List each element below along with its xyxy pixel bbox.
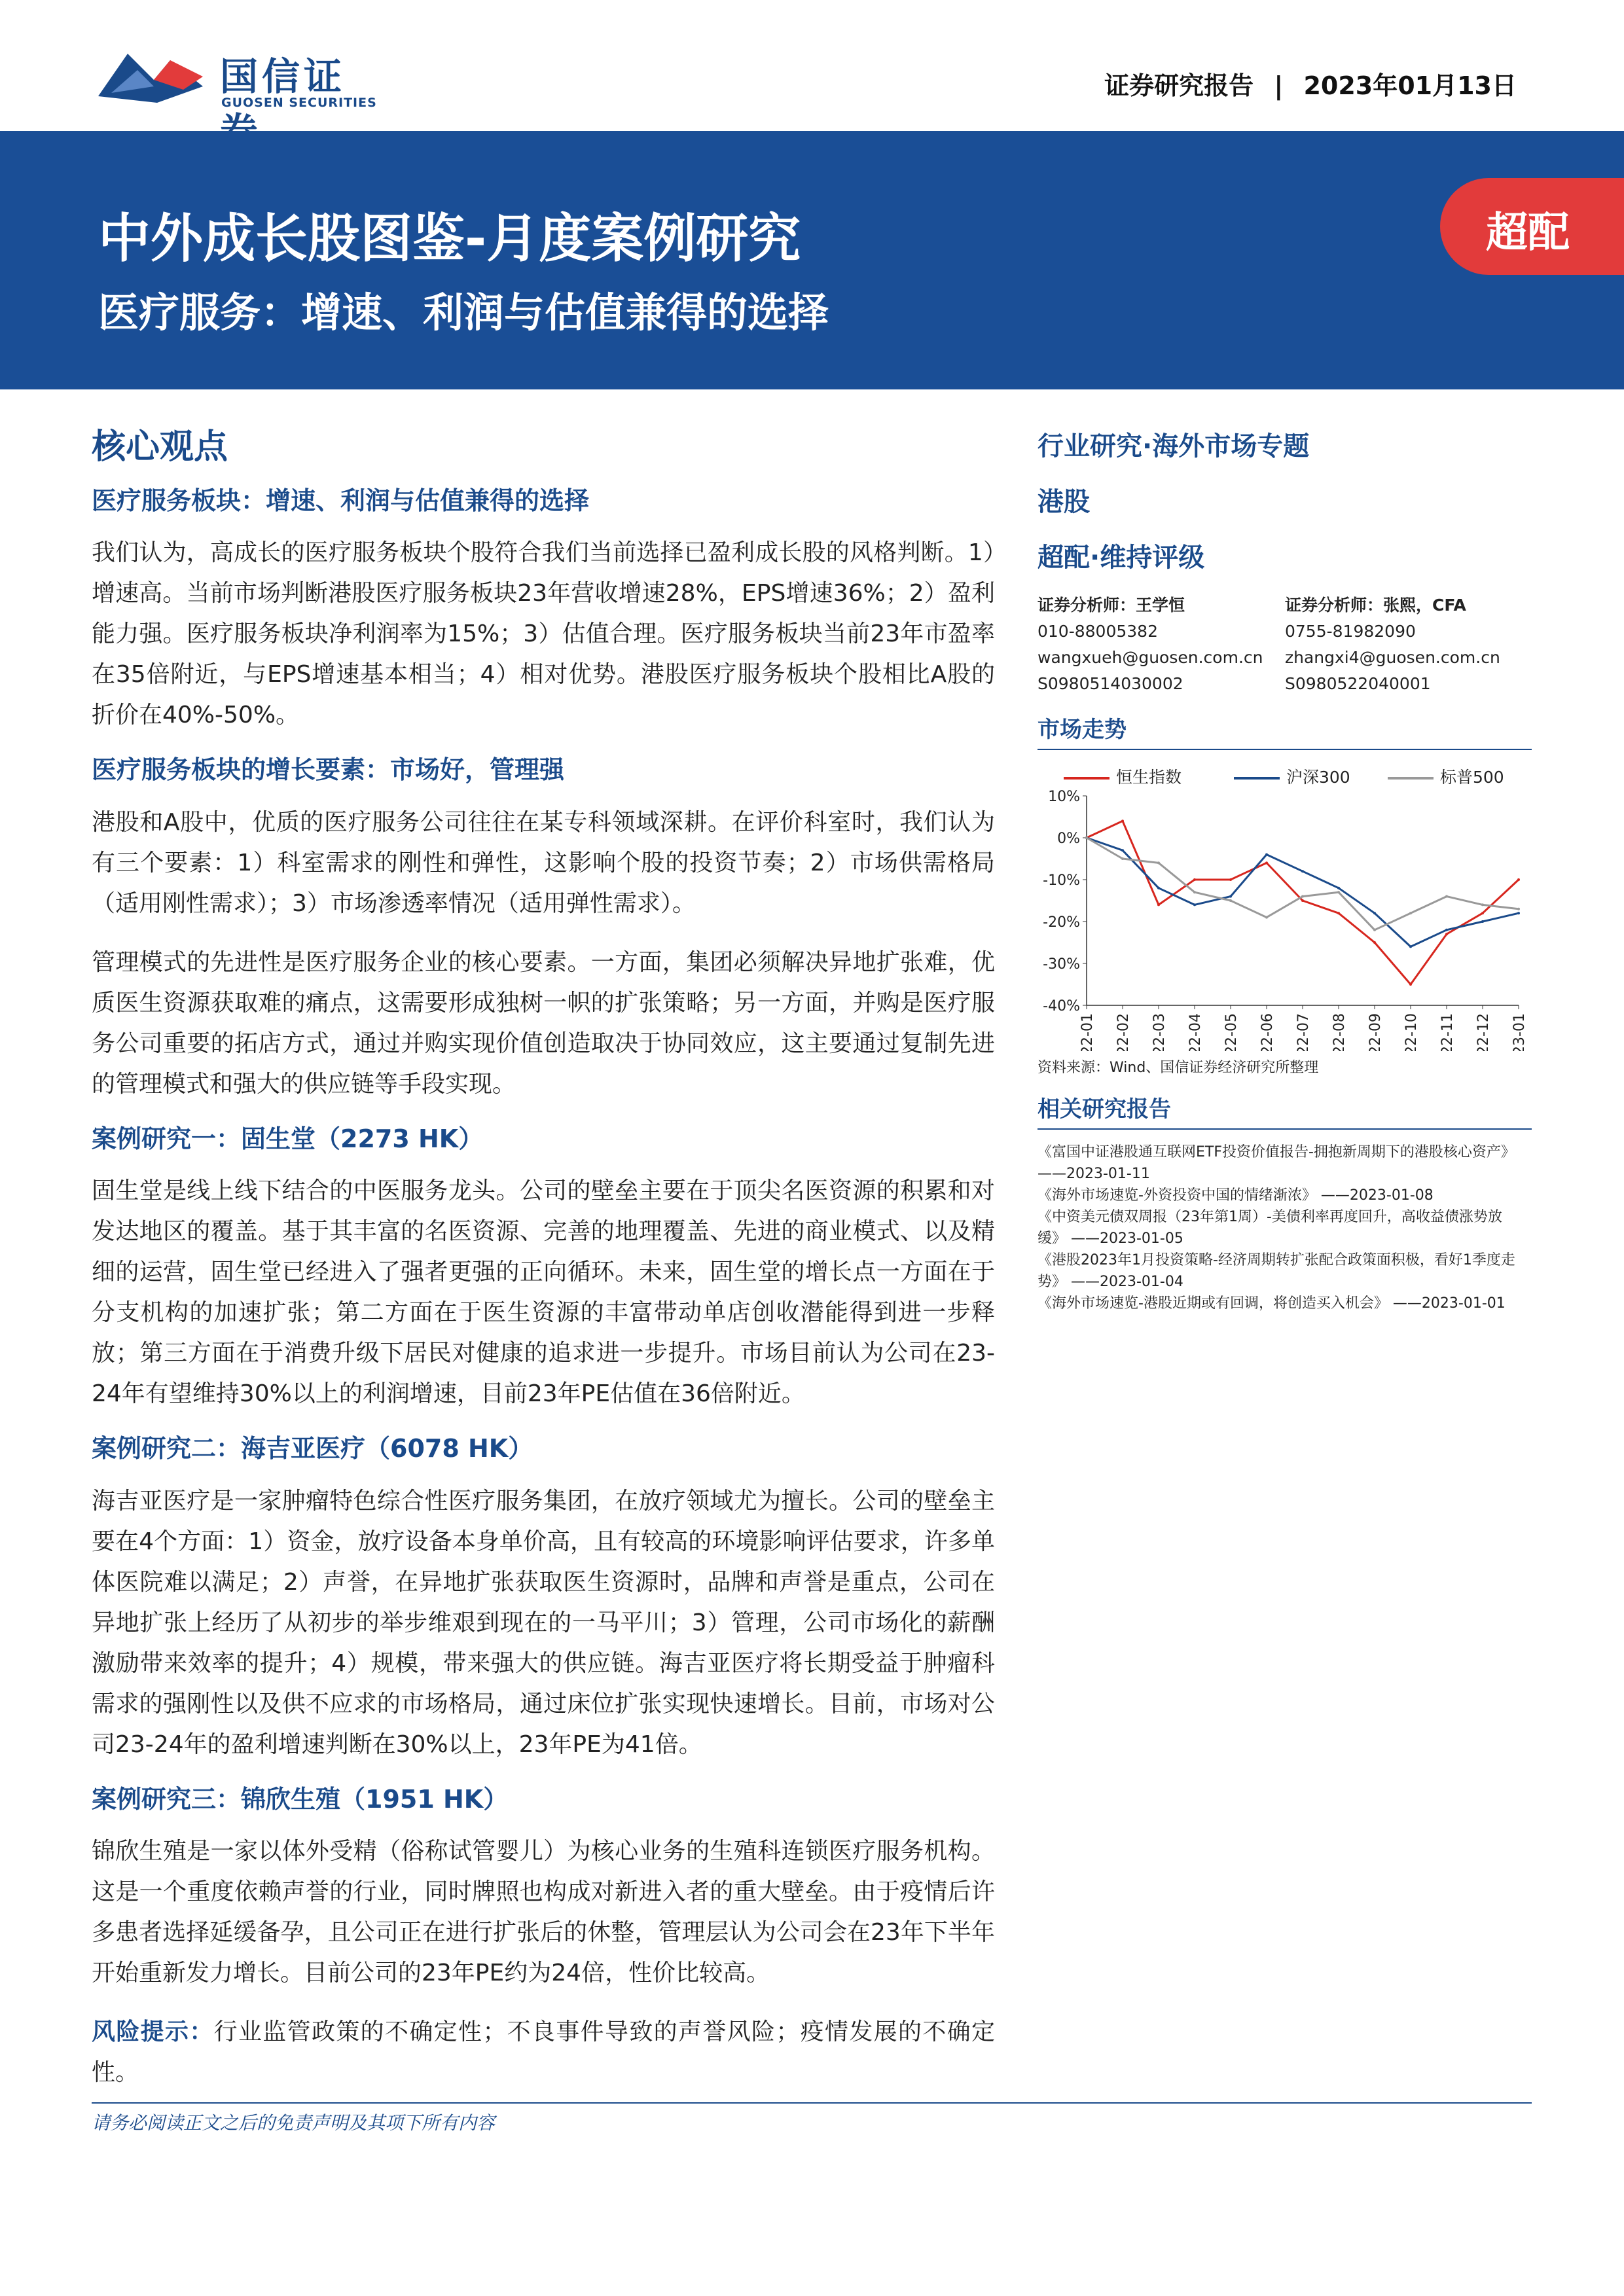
section-paragraph: 固生堂是线上线下结合的中医服务龙头。公司的壁垒主要在于顶尖名医资源的积累和对发达地区的覆盖。基于其丰富的名医资源、完善的地理覆盖、先进的商业模式、以及精细的运营，固生堂已经进入了强者更强的正向循环。未来，固生堂的增长点一方面在于分支机构的加速扩张；第二方面在于医生资源的丰富带动单店创收潜能得到进一步释放；第三方面在于消费升级下居民对健康的追求进一步提升。市场目前认为公司在23-24年有望维持30%以上的利润增速，目前23年PE估值在36倍附近。 bbox=[92, 1177, 995, 1408]
related-report-item[interactable]: 《港股2023年1月投资策略-经济周期转扩张配合政策面积极，看好1季度走势》 ——2023-01-04 bbox=[1038, 1252, 1515, 1290]
data-point bbox=[1085, 836, 1088, 839]
data-point bbox=[1121, 849, 1124, 852]
x-tick-label: 22-08 bbox=[1331, 1013, 1348, 1051]
x-tick-label: 22-12 bbox=[1475, 1013, 1492, 1051]
section-paragraph: 港股和A股中，优质的医疗服务公司往往在某专科领域深耕。在评价科室时，我们认为有三个要素：1）科室需求的刚性和弹性，这影响个股的投资节奏；2）市场供需格局（适用刚性需求）；3）市场渗透率情况（适用弹性需求）。 bbox=[92, 808, 995, 917]
x-tick-label: 22-02 bbox=[1115, 1013, 1132, 1051]
data-point bbox=[1193, 891, 1196, 893]
chart-heading: 市场走势 bbox=[1038, 711, 1532, 750]
section-paragraph: 管理模式的先进性是医疗服务企业的核心要素。一方面，集团必须解决异地扩张难，优质医生资源获取难的痛点，这需要形成独树一帜的扩张策略；另一方面，并购是医疗服务公司重要的拓店方式，通过并购实现价值创造取决于协同效应，这主要通过复制先进的管理模式和强大的供应链等手段实现。 bbox=[92, 948, 995, 1098]
section-paragraph: 我们认为，高成长的医疗服务板块个股符合我们当前选择已盈利成长股的风格判断。1）增速高。当前市场判断港股医疗服务板块23年营收增速28%，EPS增速36%；2）盈利能力强。医疗服务板块净利润率为15%；3）估值合理。医疗服务板块当前23年市盈率在35倍附近，与EPS增速基本相当；4）相对优势。港股医疗服务板块个股相比A股的折价在40%-50%。 bbox=[92, 539, 995, 729]
report-date: 2023年01月13日 bbox=[1303, 71, 1517, 100]
data-point bbox=[1301, 899, 1304, 902]
x-tick-label: 22-09 bbox=[1367, 1013, 1384, 1051]
rating-badge bbox=[1440, 178, 1624, 275]
section-title: 案例研究三：锦欣生殖（1951 HK） bbox=[92, 1784, 509, 1814]
report-title: 中外成长股图鉴-月度案例研究 bbox=[98, 208, 801, 269]
analyst-card bbox=[1285, 592, 1534, 697]
series-line-2 bbox=[1087, 838, 1519, 930]
data-point bbox=[1265, 861, 1268, 864]
x-tick-label: 22-03 bbox=[1151, 1013, 1168, 1051]
related-report-item[interactable]: 《富国中证港股通互联网ETF投资价值报告-拥抱新周期下的港股核心资产》 ——2023-01-11 bbox=[1038, 1144, 1515, 1182]
data-point bbox=[1517, 878, 1520, 881]
y-tick-label: -40% bbox=[1043, 998, 1080, 1014]
analyst-block bbox=[1038, 592, 1535, 697]
series-line-0 bbox=[1087, 821, 1519, 984]
logo-text-en: GUOSEN SECURITIES bbox=[221, 96, 377, 110]
data-point bbox=[1409, 983, 1412, 986]
chart-source: 资料来源：Wind、国信证券经济研究所整理 bbox=[1038, 1060, 1319, 1076]
x-tick-label: 22-05 bbox=[1223, 1013, 1240, 1051]
data-point bbox=[1157, 903, 1160, 906]
data-point bbox=[1229, 878, 1232, 881]
data-point bbox=[1481, 903, 1484, 906]
legend-label: 恒生指数 bbox=[1116, 768, 1182, 787]
data-point bbox=[1265, 853, 1268, 856]
data-point bbox=[1409, 945, 1412, 948]
analyst-name: 证券分析师：王学恒 bbox=[1038, 596, 1185, 615]
data-point bbox=[1481, 912, 1484, 914]
data-point bbox=[1229, 899, 1232, 902]
analyst-phone: 010-88005382 bbox=[1038, 622, 1158, 641]
y-tick-label: 10% bbox=[1048, 789, 1080, 805]
data-point bbox=[1481, 920, 1484, 923]
section-paragraph: 锦欣生殖是一家以体外受精（俗称试管婴儿）为核心业务的生殖科连锁医疗服务机构。这是一个重度依赖声誉的行业，同时牌照也构成对新进入者的重大壁垒。由于疫情后许多患者选择延缓备孕，且公司正在进行扩张后的休整，管理层认为公司会在23年下半年开始重新发力增长。目前公司的23年PE约为24倍，性价比较高。 bbox=[92, 1837, 995, 1986]
logo-text-cn: 国信证 bbox=[220, 54, 346, 99]
data-point bbox=[1373, 929, 1376, 931]
analyst-phone: 0755-81982090 bbox=[1285, 622, 1416, 641]
legend-item-hsi bbox=[1064, 764, 1182, 788]
x-tick-label: 22-01 bbox=[1079, 1013, 1096, 1051]
data-point bbox=[1517, 912, 1520, 914]
legend-label: 标普500 bbox=[1440, 768, 1504, 787]
core-view-heading: 核心观点 bbox=[92, 427, 228, 467]
data-point bbox=[1409, 912, 1412, 914]
x-tick-label: 22-11 bbox=[1439, 1013, 1456, 1051]
data-point bbox=[1121, 819, 1124, 822]
data-point bbox=[1373, 941, 1376, 944]
related-reports-heading: 相关研究报告 bbox=[1038, 1091, 1532, 1130]
x-tick-label: 22-07 bbox=[1295, 1013, 1312, 1051]
rating-label: 超配·维持评级 bbox=[1038, 543, 1205, 573]
data-point bbox=[1157, 861, 1160, 864]
header-separator: | bbox=[1274, 71, 1284, 100]
y-tick-label: -20% bbox=[1043, 914, 1080, 931]
risk-text: 行业监管政策的不确定性；不良事件导致的声誉风险；疫情发展的不确定性。 bbox=[92, 2018, 995, 2086]
legend-item-sp500 bbox=[1388, 764, 1504, 788]
footer-divider bbox=[92, 2102, 1532, 2104]
company-logo bbox=[92, 41, 380, 113]
section-title: 案例研究一：固生堂（2273 HK） bbox=[92, 1124, 484, 1153]
logo-mark-icon bbox=[92, 41, 209, 113]
y-tick-label: -30% bbox=[1043, 956, 1080, 973]
analyst-email[interactable]: wangxueh@guosen.com.cn bbox=[1038, 648, 1263, 667]
rating-badge-label: 超配 bbox=[1486, 209, 1570, 257]
analyst-cert: S0980514030002 bbox=[1038, 674, 1183, 693]
section-title: 医疗服务板块的增长要素：市场好，管理强 bbox=[92, 755, 565, 785]
section-paragraph: 海吉亚医疗是一家肿瘤特色综合性医疗服务集团，在放疗领域尤为擅长。公司的壁垒主要在4个方面：1）资金，放疗设备本身单价高，且有较高的环境影响评估要求，许多单体医院难以满足；2）声誉，在异地扩张获取医生资源时，品牌和声誉是重点，公司在异地扩张上经历了从初步的举步维艰到现在的一马平川；3）管理，公司市场化的薪酬激励带来效率的提升；4）规模，带来强大的供应链。海吉亚医疗将长期受益于肿瘤科需求的强刚性以及供不应求的市场格局，通过床位扩张实现快速增长。目前，市场对公司23-24年的盈利增速判断在30%以上，23年PE为41倍。 bbox=[92, 1487, 995, 1758]
risk-label: 风险提示： bbox=[92, 2018, 214, 2045]
report-type: 证券研究报告 bbox=[1104, 71, 1254, 100]
x-tick-label: 22-04 bbox=[1187, 1013, 1204, 1051]
data-point bbox=[1265, 916, 1268, 919]
chart-legend bbox=[1038, 761, 1535, 789]
data-point bbox=[1517, 908, 1520, 910]
data-point bbox=[1193, 903, 1196, 906]
core-view-column bbox=[92, 419, 995, 2111]
related-report-item[interactable]: 《海外市场速览-外资投资中国的情绪渐浓》 ——2023-01-08 bbox=[1038, 1187, 1434, 1204]
footer-disclaimer: 请务必阅读正文之后的免责声明及其项下所有内容 bbox=[92, 2112, 496, 2134]
analyst-name: 证券分析师：张熙，CFA bbox=[1285, 596, 1466, 615]
related-report-item[interactable]: 《海外市场速览-港股近期或有回调，将创造买入机会》 ——2023-01-01 bbox=[1038, 1295, 1506, 1312]
data-point bbox=[1445, 933, 1448, 935]
risk-warning bbox=[92, 2012, 995, 2093]
sidebar bbox=[1038, 425, 1535, 1314]
x-tick-label: 22-10 bbox=[1403, 1013, 1420, 1051]
market-trend-svg bbox=[1038, 789, 1535, 1051]
data-point bbox=[1157, 887, 1160, 889]
section-title: 案例研究二：海吉亚医疗（6078 HK） bbox=[92, 1434, 533, 1463]
data-point bbox=[1121, 857, 1124, 860]
x-tick-label: 22-06 bbox=[1259, 1013, 1276, 1051]
data-point bbox=[1373, 912, 1376, 914]
data-point bbox=[1445, 929, 1448, 931]
section-title: 医疗服务板块：增速、利润与估值兼得的选择 bbox=[92, 486, 590, 515]
market-label: 港股 bbox=[1038, 487, 1090, 517]
data-point bbox=[1337, 891, 1340, 893]
analyst-email[interactable]: zhangxi4@guosen.com.cn bbox=[1285, 648, 1500, 667]
data-point bbox=[1301, 870, 1304, 872]
market-trend-chart bbox=[1038, 789, 1535, 1051]
analyst-card bbox=[1038, 592, 1286, 697]
data-point bbox=[1301, 895, 1304, 898]
header-meta bbox=[1104, 65, 1517, 101]
legend-label: 沪深300 bbox=[1286, 768, 1350, 787]
related-reports-list bbox=[1038, 1141, 1522, 1314]
report-subtitle: 医疗服务：增速、利润与估值兼得的选择 bbox=[98, 289, 829, 336]
y-tick-label: 0% bbox=[1057, 831, 1080, 847]
data-point bbox=[1337, 912, 1340, 914]
analyst-cert: S0980522040001 bbox=[1285, 674, 1431, 693]
x-tick-label: 23-01 bbox=[1511, 1013, 1528, 1051]
report-category: 行业研究·海外市场专题 bbox=[1038, 431, 1310, 461]
data-point bbox=[1445, 895, 1448, 898]
data-point bbox=[1193, 878, 1196, 881]
data-point bbox=[1337, 887, 1340, 889]
y-tick-label: -10% bbox=[1043, 872, 1080, 889]
legend-item-csi300 bbox=[1234, 764, 1350, 788]
related-report-item[interactable]: 《中资美元债双周报（23年第1周）-美债利率再度回升，高收益债涨势放缓》 ——2023-01-05 bbox=[1038, 1209, 1502, 1247]
data-point bbox=[1229, 895, 1232, 898]
